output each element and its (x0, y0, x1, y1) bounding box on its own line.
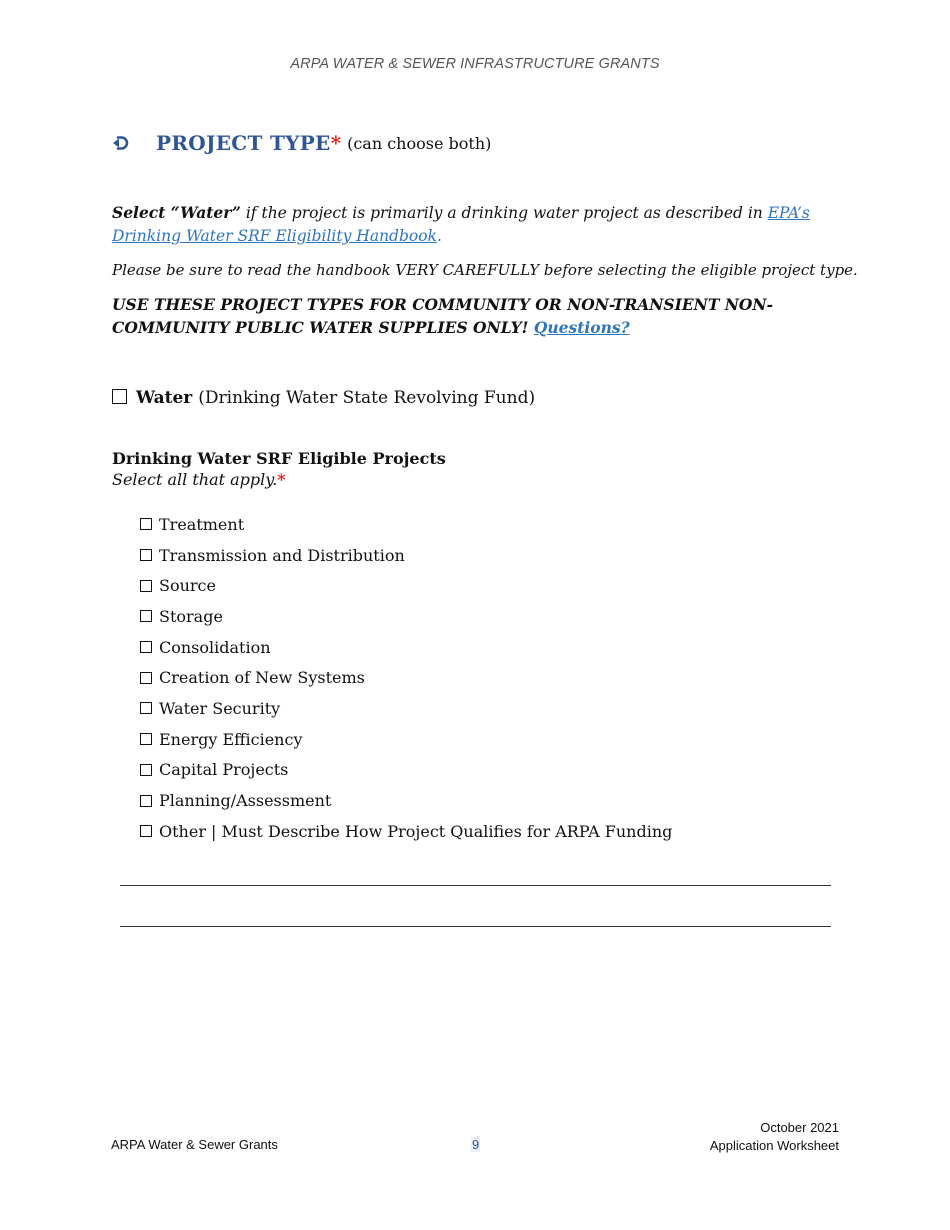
option-label: Other | Must Describe How Project Qualifies for ARPA Funding (159, 821, 673, 841)
option-source[interactable] (140, 570, 672, 601)
eligible-projects-list (140, 509, 672, 847)
select-water-period: . (436, 227, 442, 245)
option-label: Water Security (159, 698, 281, 718)
option-new-systems[interactable] (140, 662, 672, 693)
page-number: 9 (472, 1137, 480, 1152)
select-water-text: if the project is primarily a drinking water project as described in (240, 204, 768, 222)
option-label: Energy Efficiency (159, 729, 303, 749)
option-label: Planning/Assessment (159, 791, 332, 811)
option-label: Treatment (159, 514, 245, 534)
checkbox[interactable] (140, 702, 152, 714)
option-planning-assessment[interactable] (140, 785, 672, 816)
option-capital-projects[interactable] (140, 755, 672, 786)
water-checkbox[interactable] (112, 389, 127, 404)
option-label: Consolidation (159, 637, 271, 657)
option-label: Capital Projects (159, 760, 289, 780)
running-header: ARPA WATER & SEWER INFRASTRUCTURE GRANTS (290, 56, 660, 72)
required-asterisk: * (277, 470, 286, 489)
checkbox[interactable] (140, 733, 152, 745)
select-all-text: Select all that apply. (112, 470, 278, 489)
section-title-text: PROJECT TYPE (156, 131, 331, 155)
other-description-line[interactable] (120, 926, 831, 927)
footer-left: ARPA Water & Sewer Grants (111, 1137, 278, 1152)
water-label-detail: (Drinking Water State Revolving Fund) (198, 388, 536, 408)
select-water-lead: Select “Water” (112, 203, 241, 222)
section-title (112, 128, 491, 158)
option-label: Storage (159, 606, 223, 626)
checkbox[interactable] (140, 610, 152, 622)
option-label: Transmission and Distribution (159, 545, 405, 565)
checkbox[interactable] (140, 641, 152, 653)
eligible-projects-heading: Drinking Water SRF Eligible Projects (112, 449, 446, 468)
option-treatment[interactable] (140, 509, 672, 540)
required-asterisk: * (330, 131, 342, 155)
checkbox[interactable] (140, 764, 152, 776)
footer-right (710, 1119, 839, 1155)
select-all-note (112, 469, 286, 491)
option-energy-efficiency[interactable] (140, 724, 672, 755)
checkbox[interactable] (140, 549, 152, 561)
section-title-note: (can choose both) (347, 133, 492, 153)
handbook-link[interactable]: EPA’s Drinking Water SRF Eligibility Handbook (112, 204, 810, 245)
questions-link[interactable]: Questions? (533, 318, 630, 337)
checkbox[interactable] (140, 518, 152, 530)
use-warning-text: USE THESE PROJECT TYPES FOR COMMUNITY OR NON-TRANSIENT NON-COMMUNITY PUBLIC WATER SUPPLIES ONLY! (112, 295, 774, 337)
option-transmission-distribution[interactable] (140, 540, 672, 571)
checkbox[interactable] (140, 672, 152, 684)
option-label: Source (159, 576, 216, 596)
footer-date: October 2021 (760, 1120, 839, 1135)
select-water-paragraph (112, 201, 842, 248)
option-water-security[interactable] (140, 693, 672, 724)
circled-arrow-icon (112, 135, 130, 151)
option-label: Creation of New Systems (159, 668, 365, 688)
checkbox[interactable] (140, 825, 152, 837)
option-storage[interactable] (140, 601, 672, 632)
water-label: Water (136, 388, 193, 408)
use-project-types-warning (112, 293, 842, 339)
water-option[interactable] (112, 388, 535, 408)
checkbox[interactable] (140, 795, 152, 807)
other-description-line[interactable] (120, 885, 831, 886)
checkbox[interactable] (140, 580, 152, 592)
option-consolidation[interactable] (140, 632, 672, 663)
option-other[interactable] (140, 816, 672, 847)
read-carefully-note: Please be sure to read the handbook VERY CAREFULLY before selecting the eligible project type. (112, 261, 858, 279)
footer-doc-title: Application Worksheet (709, 1138, 839, 1153)
